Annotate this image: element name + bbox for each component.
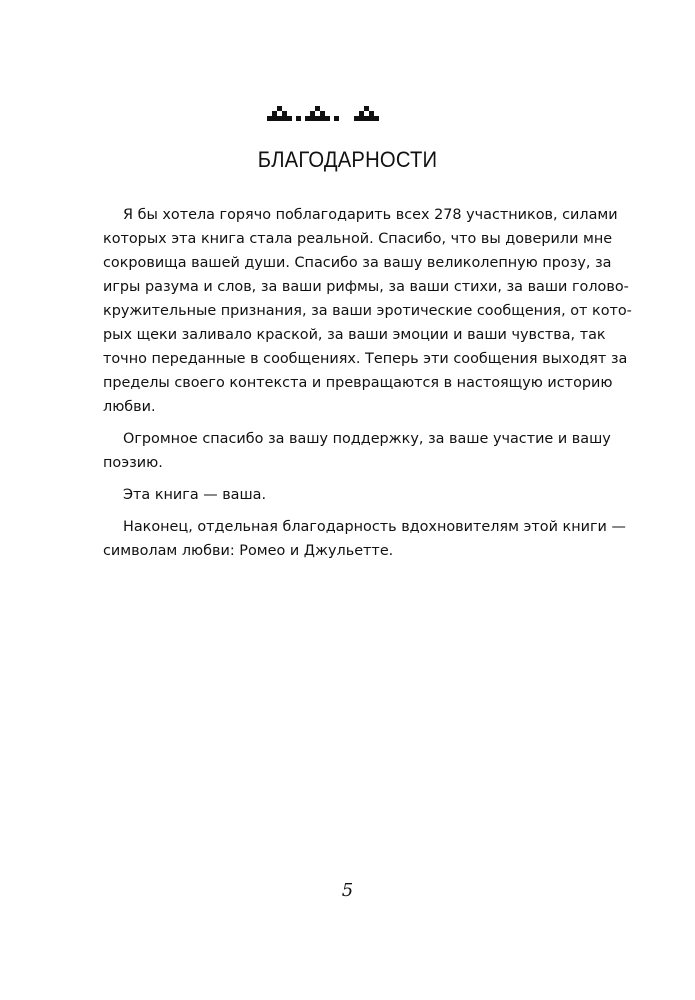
text-line: Эта книга — ваша. (123, 487, 267, 503)
text-line: любви. (103, 399, 156, 415)
page-number: 5 (341, 880, 354, 901)
text-line: поэзию. (103, 455, 163, 471)
text-line: рых щеки заливало краской, за ваши эмоции и ваши чувства, так (103, 327, 606, 343)
paragraph-2 (103, 427, 611, 475)
pixel-triangle-ornament-icon (267, 104, 379, 124)
text-line: которых эта книга стала реальной. Спасибо, что вы доверили мне (103, 231, 613, 247)
paragraph-3 (103, 483, 590, 507)
paragraph-1 (103, 203, 632, 419)
text-line: Огромное спасибо за вашу поддержку, за ваше участие и вашу (123, 431, 611, 447)
acknowledgements-text (103, 203, 632, 563)
text-line: игры разума и слов, за ваши рифмы, за ваши стихи, за ваши голово- (103, 279, 629, 295)
text-line: сокровища вашей души. Спасибо за вашу великолепную прозу, за (103, 255, 612, 271)
text-line: Я бы хотела горячо поблагодарить всех 278 участников, силами (123, 207, 618, 223)
paragraph-4 (103, 515, 626, 563)
text-line: символам любви: Ромео и Джульетте. (103, 543, 394, 559)
text-line: точно переданные в сообщениях. Теперь эти сообщения выходят за (103, 351, 628, 367)
text-line: Наконец, отдельная благодарность вдохновителям этой книги — (123, 519, 626, 535)
text-line: пределы своего контекста и превращаются в настоящую историю (103, 375, 613, 391)
page-title: БЛАГОДАРНОСТИ (257, 147, 438, 172)
text-line: кружительные признания, за ваши эротические сообщения, от кото- (103, 303, 632, 319)
